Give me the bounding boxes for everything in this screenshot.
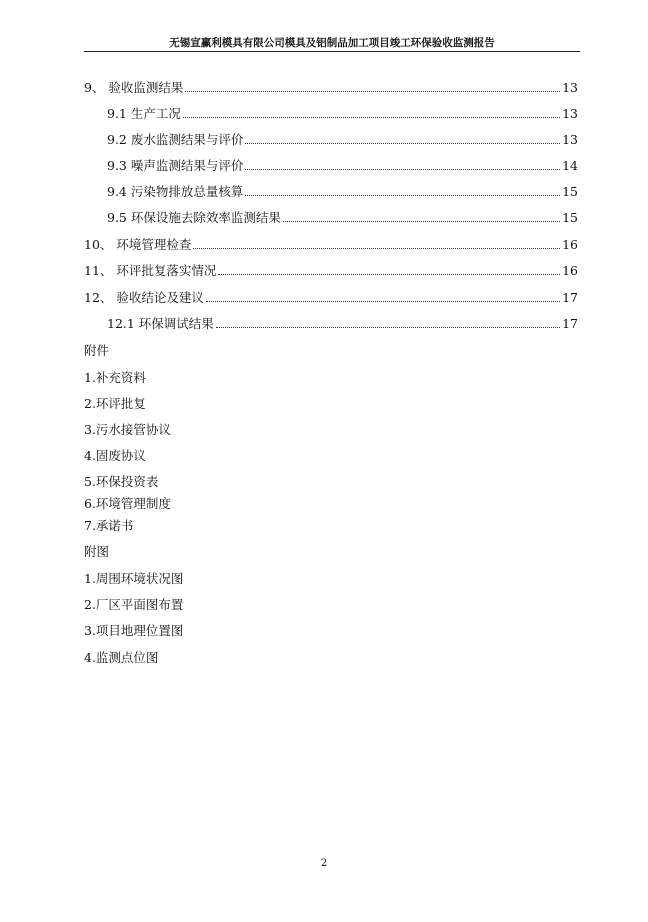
toc-entry-page: 13	[562, 106, 578, 121]
toc-entry-page: 14	[562, 158, 578, 173]
toc-entry-label: 9.3 噪声监测结果与评价	[107, 158, 244, 173]
figure-item: 2.厂区平面图布置	[84, 597, 184, 612]
toc-entry[interactable]	[107, 315, 578, 333]
toc-entry-label: 9.5 环保设施去除效率监测结果	[107, 210, 281, 225]
toc-entry-page: 15	[562, 210, 578, 225]
attachments-heading: 附件	[84, 343, 110, 358]
toc-entry-label: 11、 环评批复落实情况	[84, 263, 217, 278]
toc-dot-leader	[245, 169, 560, 170]
figure-item: 1.周围环境状况图	[84, 571, 184, 586]
toc-entry[interactable]	[107, 105, 578, 123]
toc-entry[interactable]	[107, 131, 578, 149]
attachment-item: 4.固废协议	[84, 448, 146, 463]
toc-entry-label: 12、 验收结论及建议	[84, 290, 204, 305]
toc-entry-page: 16	[562, 237, 578, 252]
toc-entry-label: 9.1 生产工况	[107, 106, 181, 121]
attachment-item: 1.补充资料	[84, 370, 146, 385]
toc-entry-label: 12.1 环保调试结果	[107, 316, 214, 331]
figures-heading: 附图	[84, 544, 110, 559]
toc-entry[interactable]	[84, 262, 578, 280]
header-divider	[84, 51, 580, 52]
toc-entry[interactable]	[107, 157, 578, 175]
attachment-item: 6.环境管理制度	[84, 496, 171, 511]
attachment-item: 7.承诺书	[84, 518, 134, 533]
toc-dot-leader	[283, 221, 560, 222]
page-number: 2	[320, 858, 328, 869]
toc-dot-leader	[183, 117, 560, 118]
toc-dot-leader	[216, 327, 560, 328]
toc-entry-page: 16	[562, 263, 578, 278]
toc-entry[interactable]	[84, 289, 578, 307]
toc-entry-page: 17	[562, 316, 578, 331]
toc-dot-leader	[185, 91, 560, 92]
toc-dot-leader	[218, 274, 560, 275]
toc-dot-leader	[245, 195, 560, 196]
toc-entry-page: 13	[562, 80, 578, 95]
attachment-item: 2.环评批复	[84, 396, 146, 411]
toc-entry-label: 9、 验收监测结果	[84, 80, 184, 95]
toc-entry-label: 9.4 污染物排放总量核算	[107, 184, 244, 199]
figure-item: 3.项目地理位置图	[84, 623, 184, 638]
toc-entry[interactable]	[84, 236, 578, 254]
toc-entry-page: 17	[562, 290, 578, 305]
figure-item: 4.监测点位图	[84, 650, 159, 665]
toc-entry[interactable]	[84, 79, 578, 97]
toc-dot-leader	[206, 301, 560, 302]
toc-entry-label: 10、 环境管理检查	[84, 237, 192, 252]
page-header-title: 无锡宣赢利模具有限公司模具及铝制品加工项目竣工环保验收监测报告	[169, 37, 495, 49]
toc-entry-page: 13	[562, 132, 578, 147]
toc-entry-page: 15	[562, 184, 578, 199]
toc-dot-leader	[245, 143, 560, 144]
toc-entry-label: 9.2 废水监测结果与评价	[107, 132, 244, 147]
toc-entry[interactable]	[107, 209, 578, 227]
toc-entry[interactable]	[107, 183, 578, 201]
attachment-item: 5.环保投资表	[84, 474, 159, 489]
toc-dot-leader	[193, 248, 560, 249]
attachment-item: 3.污水接管协议	[84, 422, 171, 437]
